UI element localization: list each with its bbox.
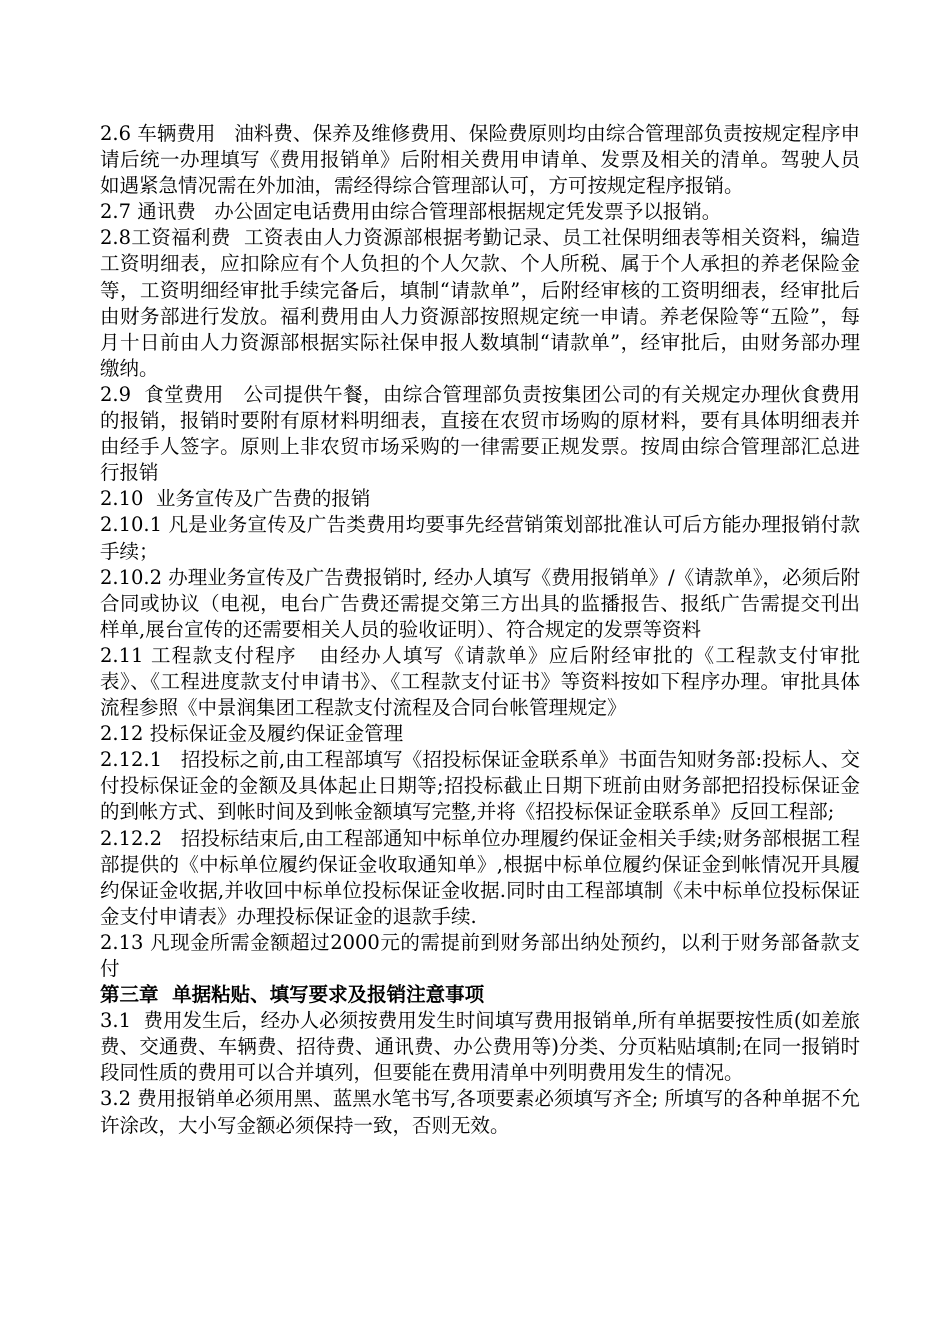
paragraph-2-11-project-payment: 2.11 工程款支付程序 由经办人填写《请款单》应后附经审批的《工程款支付审批表》、《工程进度款支付申请书》、《工程款支付证书》等资料按如下程序办理。审批具体流程参照《中景润集团工程款支付流程及合同台帐管理规定》 xyxy=(100,643,860,720)
paragraph-3-1: 3.1 费用发生后，经办人必须按费用发生时间填写费用报销单,所有单据要按性质(如差旅费、交通费、车辆费、招待费、通讯费、办公费用等)分类、分页粘贴填制;在同一报销时段同性质的费用可以合并填列，但要能在费用清单中列明费用发生的情况。 xyxy=(100,1009,860,1085)
paragraph-2-10-1: 2.10.1 凡是业务宣传及广告类费用均要事先经营销策划部批准认可后方能办理报销付款手续； xyxy=(100,513,860,563)
document-page xyxy=(100,121,860,1139)
chapter-3-heading: 第三章 单据粘贴、填写要求及报销注意事项 xyxy=(100,983,485,1007)
paragraph-2-6-vehicle-expenses: 2.6 车辆费用 油料费、保养及维修费用、保险费原则均由综合管理部负责按规定程序申请后统一办理填写《费用报销单》后附相关费用申请单、发票及相关的清单。驾驶人员如遇紧急情况需在外加油，需经得综合管理部认可，方可按规定程序报销。 xyxy=(100,122,860,198)
paragraph-2-13-cash-reservation: 2.13 凡现金所需金额超过2000元的需提前到财务部出纳处预约，以利于财务部备款支付 xyxy=(100,930,860,980)
paragraph-2-12-1: 2.12.1 招投标之前,由工程部填写《招投标保证金联系单》书面告知财务部:投标人、交付投标保证金的金额及具体起止日期等;招投标截止日期下班前由财务部把招投标保证金的到帐方式、到帐时间及到帐金额填写完整,并将《招投标保证金联系单》反回工程部; xyxy=(100,748,860,824)
paragraph-2-10-2: 2.10.2 办理业务宣传及广告费报销时, 经办人填写《费用报销单》/《请款单》，必须后附合同或协议（电视，电台广告费还需提交第三方出具的监播报告、报纸广告需提交刊出样单,展台宣传的还需要相关人员的验收证明）、符合规定的发票等资料 xyxy=(100,565,860,641)
paragraph-2-12-2: 2.12.2 招投标结束后,由工程部通知中标单位办理履约保证金相关手续;财务部根据工程部提供的《中标单位履约保证金收取通知单》,根据中标单位履约保证金到帐情况开具履约保证金收据,并收回中标单位投标保证金收据.同时由工程部填制《未中标单位投标保证金支付申请表》办理投标保证金的退款手续. xyxy=(100,826,860,928)
paragraph-2-7-communication-expenses: 2.7 通讯费 办公固定电话费用由综合管理部根据规定凭发票予以报销。 xyxy=(100,200,722,224)
paragraph-2-10-advertising-heading: 2.10 业务宣传及广告费的报销 xyxy=(100,487,371,511)
paragraph-3-2: 3.2 费用报销单必须用黑、蓝黑水笔书写,各项要素必须填写齐全; 所填写的各种单据不允许涂改，大小写金额必须保持一致，否则无效。 xyxy=(100,1087,860,1137)
paragraph-2-12-deposit-heading: 2.12 投标保证金及履约保证金管理 xyxy=(100,722,404,746)
paragraph-2-9-canteen-expenses: 2.9 食堂费用 公司提供午餐，由综合管理部负责按集团公司的有关规定办理伙食费用的报销，报销时要附有原材料明细表，直接在农贸市场购的原材料，要有具体明细表并由经手人签字。原则上非农贸市场采购的一律需要正规发票。按周由综合管理部汇总进行报销 xyxy=(100,382,860,485)
paragraph-2-8-salary-welfare: 2.8工资福利费 工资表由人力资源部根据考勤记录、员工社保明细表等相关资料，编造工资明细表，应扣除应有个人负担的个人欠款、个人所税、属于个人承担的养老保险金等，工资明细经审批手续完备后，填制“请款单”，后附经审核的工资明细表，经审批后由财务部进行发放。福利费用由人力资源部按照规定统一申请。养老保险等“五险”，每月十日前由人力资源部根据实际社保申报人数填制“请款单”，经审批后，由财务部办理缴纳。 xyxy=(100,226,860,380)
